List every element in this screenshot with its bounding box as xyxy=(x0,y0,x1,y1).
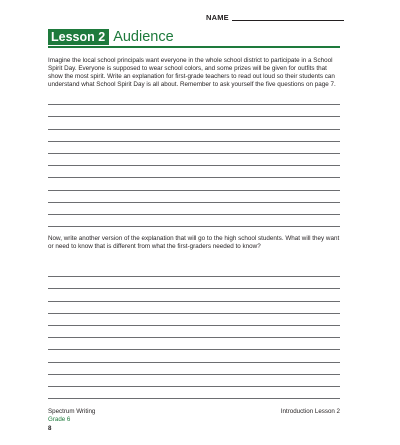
writing-line[interactable] xyxy=(48,350,340,362)
lesson-number-badge: Lesson 2 xyxy=(48,29,109,45)
writing-line[interactable] xyxy=(48,387,340,399)
page-number: 8 xyxy=(48,425,52,432)
writing-line[interactable] xyxy=(48,93,340,105)
writing-area-high-school[interactable] xyxy=(48,265,340,399)
writing-line[interactable] xyxy=(48,338,340,350)
writing-line[interactable] xyxy=(48,265,340,277)
writing-line[interactable] xyxy=(48,375,340,387)
writing-line[interactable] xyxy=(48,363,340,375)
writing-line[interactable] xyxy=(48,203,340,215)
writing-line[interactable] xyxy=(48,154,340,166)
writing-line[interactable] xyxy=(48,302,340,314)
prompt-high-school: Now, write another version of the explanation that will go to the high school students. What will they want or need to know that is different from what the first-graders needed to know? xyxy=(48,235,340,251)
name-label: NAME xyxy=(206,13,229,22)
name-field xyxy=(206,13,344,22)
writing-line[interactable] xyxy=(48,105,340,117)
prompt-first-graders: Imagine the local school principals want everyone in the whole school district to participate in a School Spirit Day. Everyone is supposed to wear school colors, and some prizes will be given for outfits that show the most spirit. Write an explanation for first-grade teachers to read out loud so their students can understand what School Spirit Day is all about. Remember to ask yourself the five questions on page 7. xyxy=(48,57,336,89)
footer-section-label: Introduction Lesson 2 xyxy=(280,408,340,415)
writing-line[interactable] xyxy=(48,314,340,326)
writing-line[interactable] xyxy=(48,117,340,129)
writing-line[interactable] xyxy=(48,178,340,190)
title-divider xyxy=(48,46,340,48)
footer-book-info xyxy=(48,408,95,423)
writing-line[interactable] xyxy=(48,142,340,154)
writing-line[interactable] xyxy=(48,215,340,227)
writing-line[interactable] xyxy=(48,277,340,289)
writing-line[interactable] xyxy=(48,191,340,203)
lesson-title xyxy=(48,29,174,45)
writing-line[interactable] xyxy=(48,130,340,142)
writing-line[interactable] xyxy=(48,166,340,178)
book-title: Spectrum Writing xyxy=(48,408,96,415)
name-write-line[interactable] xyxy=(232,20,344,21)
grade-label: Grade 6 xyxy=(48,415,71,423)
writing-area-first-graders[interactable] xyxy=(48,93,340,227)
lesson-topic: Audience xyxy=(113,29,174,45)
writing-line[interactable] xyxy=(48,289,340,301)
writing-line[interactable] xyxy=(48,326,340,338)
